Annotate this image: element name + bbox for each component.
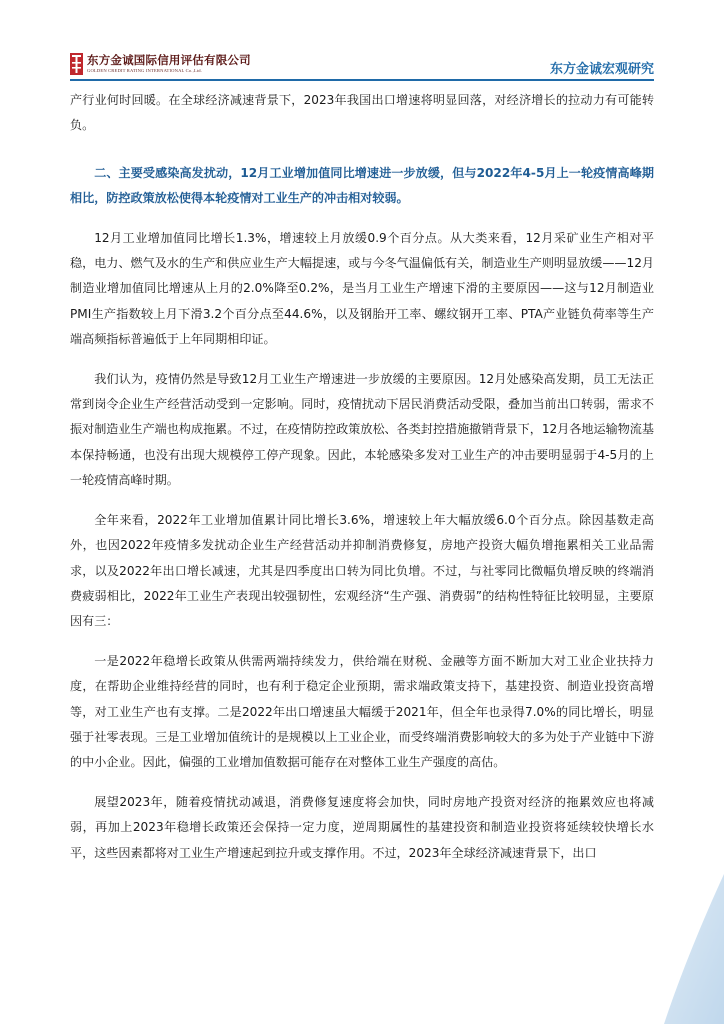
paragraph: 全年来看，2022年工业增加值累计同比增长3.6%，增速较上年大幅放缓6.0个百分点。除因基数走高外，也因2022年疫情多发扰动企业生产经营活动并抑制消费修复，房地产投资大幅负增拖累相关工业品需求，以及2022年出口增长减速，尤其是四季度出口转为同比负增。不过，与社零同比微幅负增反映的终端消费疲弱相比，2022年工业生产表现出较强韧性，宏观经济“生产强、消费弱”的结构性特征比较明显，主要原因有三： <box>70 512 654 629</box>
page-number: 3 <box>675 958 683 972</box>
page-corner-decoration <box>664 874 724 1024</box>
paragraph: 展望2023年，随着疫情扰动减退，消费修复速度将会加快，同时房地产投资对经济的拖累效应也将减弱，再加上2023年稳增长政策还会保持一定力度，逆周期属性的基建投资和制造业投资将延续较快增长水平，这些因素都将对工业生产增速起到拉升或支撑作用。不过，2023年全球经济减速背景下，出口 <box>70 794 654 860</box>
company-name-en: GOLDEN CREDIT RATING INTERNATIONAL Co.,Ltd. <box>87 68 203 73</box>
company-logo <box>70 52 251 76</box>
paragraph: 我们认为，疫情仍然是导致12月工业生产增速进一步放缓的主要原因。12月处感染高发期，员工无法正常到岗令企业生产经营活动受到一定影响。同时，疫情扰动下居民消费活动受限，叠加当前出口转弱，需求不振对制造业生产端也构成拖累。不过，在疫情防控政策放松、各类封控措施撤销背景下，12月各地运输物流基本保持畅通，也没有出现大规模停工停产现象。因此，本轮感染多发对工业生产的冲击要明显弱于4-5月的上一轮疫情高峰时期。 <box>70 371 654 488</box>
document-body <box>70 88 654 880</box>
section-heading: 二、主要受感染高发扰动，12月工业增加值同比增速进一步放缓，但与2022年4-5月上一轮疫情高峰期相比，防控政策放松使得本轮疫情对工业生产的冲击相对较弱。 <box>70 165 654 206</box>
company-name-cn: 东方金诚国际信用评估有限公司 <box>87 53 251 67</box>
header-divider <box>70 79 654 81</box>
paragraph: 12月工业增加值同比增长1.3%，增速较上月放缓0.9个百分点。从大类来看，12月采矿业生产相对平稳，电力、燃气及水的生产和供应业生产大幅提速，或与今冬气温偏低有关，制造业生产则明显放缓——12月制造业增加值同比增速从上月的2.0%降至0.2%，是当月工业生产增速下滑的主要原因——这与12月制造业PMI生产指数较上月下滑3.2个百分点至44.6%，以及钢胎开工率、螺纹钢开工率、PTA产业链负荷率等生产端高频指标普遍低于上年同期相印证。 <box>70 230 654 347</box>
paragraph: 一是2022年稳增长政策从供需两端持续发力，供给端在财税、金融等方面不断加大对工业企业扶持力度，在帮助企业维持经营的同时，也有利于稳定企业预期，需求端政策支持下，基建投资、制造业投资高增等，对工业生产也有支撑。二是2022年出口增速虽大幅缓于2021年，但全年也录得7.0%的同比增长，明显强于社零表现。三是工业增加值统计的是规模以上工业企业，而受终端消费影响较大的多为处于产业链中下游的中小企业。因此，偏强的工业增加值数据可能存在对整体工业生产强度的高估。 <box>70 653 654 770</box>
paragraph-continued: 产行业何时回暖。在全球经济减速背景下，2023年我国出口增速将明显回落，对经济增长的拉动力有可能转负。 <box>70 93 654 133</box>
page-header <box>0 0 724 80</box>
company-emblem-icon <box>70 53 83 75</box>
report-series-title: 东方金诚宏观研究 <box>549 62 654 77</box>
